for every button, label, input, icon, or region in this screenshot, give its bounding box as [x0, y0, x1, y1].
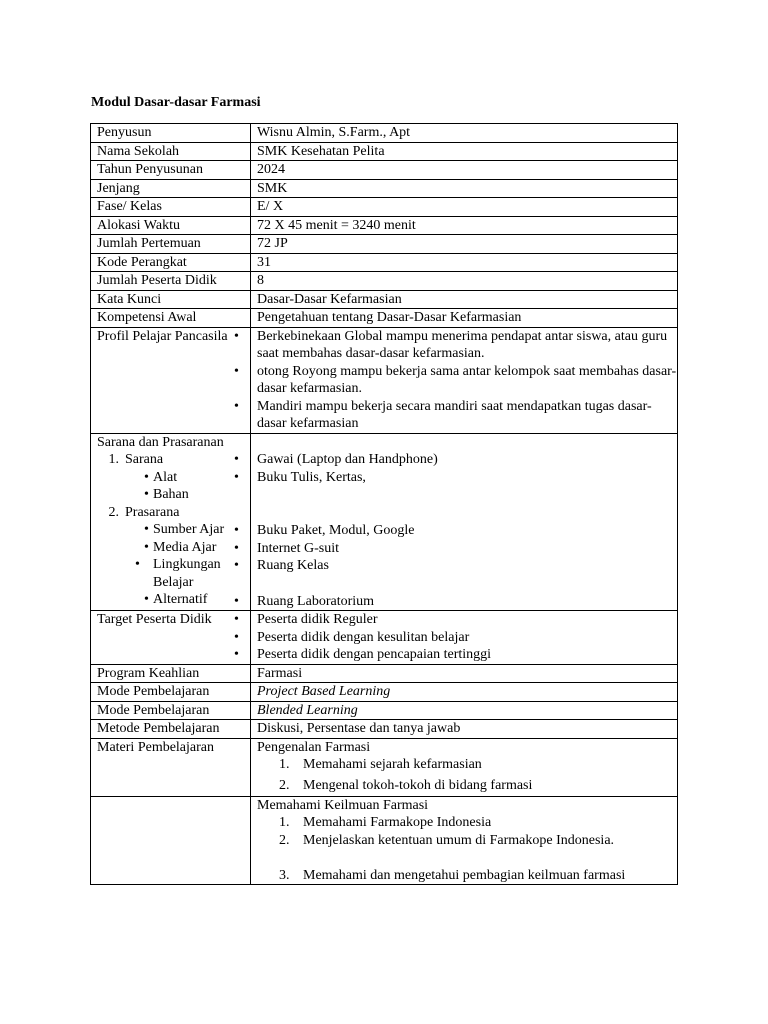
numbered-list: [257, 756, 677, 795]
table-row: [91, 161, 678, 180]
list-item: • Mandiri mampu bekerja secara mandiri saat mendapatkan tugas dasar-dasar kefarmasian: [234, 398, 652, 431]
row-label: Target Peserta Didik: [91, 611, 251, 665]
table-row: [91, 683, 678, 702]
row-label: Kode Perangkat: [91, 253, 251, 272]
row-value: SMK: [251, 179, 678, 198]
list-item: • otong Royong mampu bekerja sama antar kelompok saat membahas dasar-dasar kefarmasian.: [234, 363, 677, 396]
row-label: Materi Pembelajaran: [91, 738, 251, 796]
row-label: Kompetensi Awal: [91, 309, 251, 328]
table-row: [91, 272, 678, 291]
sub-item: • Media Ajar: [144, 539, 217, 555]
row-value: Blended Learning: [251, 701, 678, 720]
list-item: • Berkebinekaan Global mampu menerima pendapat antar siswa, atau guru saat membahas dasar-dasar kefarmasian.: [234, 328, 668, 361]
row-label: Mode Pembelajaran: [91, 683, 251, 702]
table-row: [91, 124, 678, 143]
table-row: [91, 235, 678, 254]
list-item: 2. Menjelaskan ketentuan umum di Farmakope Indonesia.: [279, 832, 615, 848]
bullet-icon: •: [234, 558, 239, 574]
sarana-row: [91, 433, 678, 611]
bullet-icon: •: [144, 592, 149, 607]
table-row: [91, 309, 678, 328]
table-row: [91, 290, 678, 309]
materi-row: [91, 738, 678, 796]
bullet-icon: •: [234, 629, 239, 645]
row-label: Fase/ Kelas: [91, 198, 251, 217]
materi-section: [251, 796, 678, 885]
bullet-icon: •: [234, 328, 239, 344]
table-row: [91, 179, 678, 198]
row-label: Metode Pembelajaran: [91, 720, 251, 739]
section-heading: Memahami Keilmuan Farmasi: [257, 797, 429, 813]
list-item: • Peserta didik dengan pencapaian tertinggi: [234, 647, 492, 663]
row-value: Dasar-Dasar Kefarmasian: [251, 290, 678, 309]
row-value: Farmasi: [251, 664, 678, 683]
sarana-group: 2. Prasarana: [108, 504, 180, 520]
row-label: Kata Kunci: [91, 290, 251, 309]
table-row: [91, 198, 678, 217]
row-label: Jenjang: [91, 179, 251, 198]
module-info-table: [90, 123, 678, 885]
sub-item: • Sumber Ajar: [144, 522, 225, 537]
bullet-icon: •: [234, 612, 239, 628]
bullet-icon: •: [144, 469, 149, 485]
row-label: Jumlah Peserta Didik: [91, 272, 251, 291]
row-value: 2024: [251, 161, 678, 180]
bullet-icon: •: [234, 363, 239, 379]
bullet-icon: •: [234, 593, 239, 609]
list-item: • Peserta didik Reguler: [234, 612, 378, 628]
profil-row: [91, 327, 678, 433]
sarana-label-cell: [91, 433, 251, 611]
row-label: Tahun Penyusunan: [91, 161, 251, 180]
list-item: 1. Memahami Farmakope Indonesia: [279, 815, 492, 831]
materi-row: [91, 796, 678, 885]
row-label: Penyusun: [91, 124, 251, 143]
sub-item: • Lingkungan Belajar: [135, 557, 221, 590]
sarana-values: [234, 433, 678, 611]
row-value: E/ X: [251, 198, 678, 217]
row-value: Diskusi, Persentase dan tanya jawab: [251, 720, 678, 739]
table-row: [91, 253, 678, 272]
materi-section: [251, 738, 678, 796]
section-heading: Pengenalan Farmasi: [257, 739, 371, 755]
row-value: 72 JP: [251, 235, 678, 254]
bullet-icon: •: [234, 469, 239, 485]
profil-list: [234, 327, 678, 433]
list-item: • Ruang Kelas: [234, 558, 329, 574]
table-row: [91, 142, 678, 161]
row-label: Program Keahlian: [91, 664, 251, 683]
table-row: [91, 216, 678, 235]
list-item: 2. Mengenal tokoh-tokoh di bidang farmasi: [279, 778, 533, 794]
row-label: Alokasi Waktu: [91, 216, 251, 235]
table-row: [91, 720, 678, 739]
list-item: • Buku Tulis, Kertas,: [234, 469, 366, 485]
sub-item: • Alat: [144, 469, 178, 485]
numbered-list: [257, 814, 677, 884]
row-label: Mode Pembelajaran: [91, 701, 251, 720]
list-item: • Gawai (Laptop dan Handphone): [234, 452, 438, 468]
list-item: • Ruang Laboratorium: [234, 593, 375, 609]
sub-item: • Bahan: [144, 487, 189, 502]
bullet-icon: •: [144, 522, 149, 537]
row-label: Nama Sekolah: [91, 142, 251, 161]
bullet-icon: •: [234, 452, 239, 468]
list-item: 3. Memahami dan mengetahui pembagian keilmuan farmasi: [279, 867, 626, 883]
row-value: SMK Kesehatan Pelita: [251, 142, 678, 161]
list-item: • Buku Paket, Modul, Google: [234, 522, 415, 538]
bullet-icon: •: [144, 539, 149, 555]
document-title: Modul Dasar-dasar Farmasi: [91, 95, 261, 110]
row-value: 72 X 45 menit = 3240 menit: [251, 216, 678, 235]
row-label-empty: [91, 796, 251, 885]
table-row: [91, 664, 678, 683]
row-value: 31: [251, 253, 678, 272]
sub-item: • Alternatif: [144, 592, 208, 607]
row-label: Jumlah Pertemuan: [91, 235, 251, 254]
bullet-icon: •: [234, 647, 239, 663]
list-item: • Peserta didik dengan kesulitan belajar: [234, 629, 470, 645]
bullet-icon: •: [234, 398, 239, 414]
row-value: Project Based Learning: [251, 683, 678, 702]
target-list: [234, 611, 678, 665]
row-label: Sarana dan Prasaranan: [97, 434, 224, 450]
list-item: 1. Memahami sejarah kefarmasian: [279, 757, 482, 773]
bullet-icon: •: [234, 540, 239, 556]
list-item: • Internet G-suit: [234, 540, 340, 556]
row-value: 8: [251, 272, 678, 291]
target-row: [91, 611, 678, 665]
bullet-icon: •: [144, 487, 149, 502]
table-row: [91, 701, 678, 720]
row-value: Wisnu Almin, S.Farm., Apt: [251, 124, 678, 143]
row-value: Pengetahuan tentang Dasar-Dasar Kefarmasian: [251, 309, 678, 328]
bullet-icon: •: [234, 522, 239, 538]
bullet-icon: •: [135, 557, 140, 572]
row-label: Profil Pelajar Pancasila: [91, 327, 251, 433]
sarana-group: 1. Sarana: [108, 452, 164, 467]
